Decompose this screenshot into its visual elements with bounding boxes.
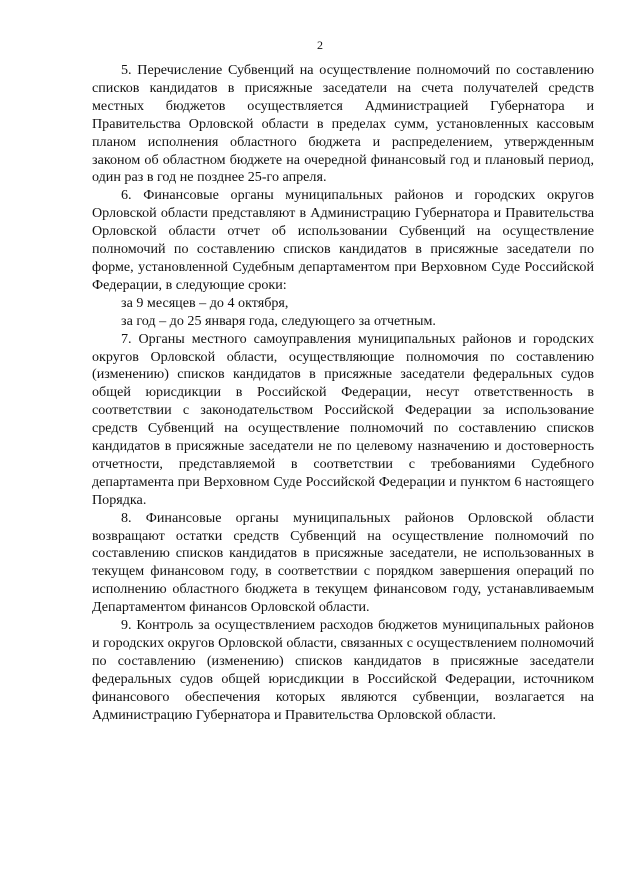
page-number: 2 <box>317 38 323 52</box>
document-body <box>92 62 594 725</box>
paragraph-8: 8. Финансовые органы муниципальных районов Орловской области возвращают остатки средств Субвенций на осуществление полномочий по составлению списков кандидатов в присяжные заседатели, не использованных в текущем финансовом году, в соответствии с порядком завершения операций по исполнению областного бюджета в текущем финансовом году, устанавливаемым Департаментом финансов Орловской области. <box>92 509 594 616</box>
paragraph-6: 6. Финансовые органы муниципальных районов и городских округов Орловской области представляют в Администрацию Губернатора и Правительства Орловской области отчет об использовании Субвенций на осуществление полномочий по составлению списков кандидатов в присяжные заседатели по форме, установленной Судебным департаментом при Верховном Суде Российской Федерации, в следующие сроки: <box>92 187 594 293</box>
paragraph-5: 5. Перечисление Субвенций на осуществление полномочий по составлению списков кандидатов в присяжные заседатели на счета получателей средств местных бюджетов осуществляется Администрацией Губернатора и Правительства Орловской области в пределах сумм, установленных кассовым планом исполнения областного бюджета и распределением, утвержденным законом об областном бюджете на очередной финансовый год и плановый период, один раз в год не позднее 25-го апреля. <box>92 62 594 186</box>
paragraph-6-term-year: за год – до 25 января года, следующего за отчетным. <box>121 312 436 329</box>
paragraph-6-term-9-months: за 9 месяцев – до 4 октября, <box>121 294 289 311</box>
paragraph-9: 9. Контроль за осуществлением расходов бюджетов муниципальных районов и городских округов Орловской области, связанных с осуществлением полномочий по составлению (изменению) списков кандидатов в присяжные заседатели федеральных судов общей юрисдикции в Российской Федерации, источником финансового обеспечения которых являются субвенции, возлагается на Администрацию Губернатора и Правительства Орловской области. <box>92 617 594 723</box>
paragraph-7: 7. Органы местного самоуправления муниципальных районов и городских округов Орловской области, осуществляющие полномочия по составлению (изменению) списков кандидатов в присяжные заседатели федеральных судов общей юрисдикции в Российской Федерации, несут ответственность в соответствии с законодательством Российской Федерации за использование средств Субвенций на осуществление полномочий по составлению списков кандидатов в присяжные заседатели не по целевому назначению и достоверность отчетности, представляемой в соответствии с требованиями Судебного департамента при Верховном Суде Российской Федерации и пунктом 6 настоящего Порядка. <box>92 330 594 508</box>
